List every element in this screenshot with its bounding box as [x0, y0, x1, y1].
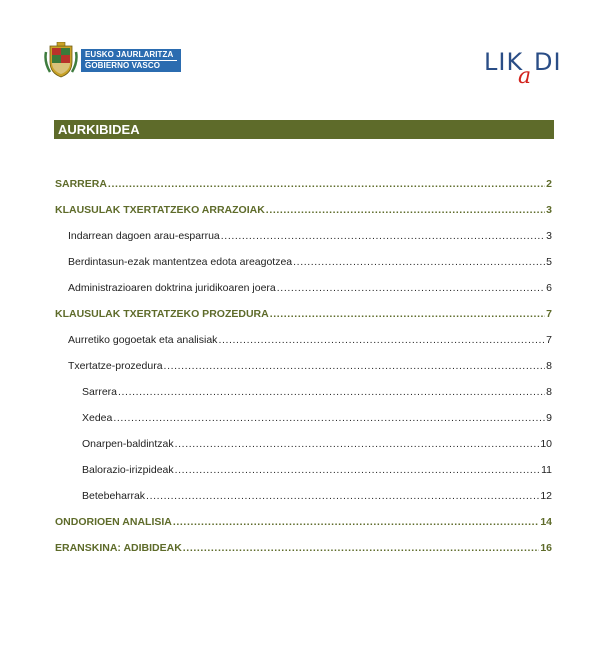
toc-entry-label: Onarpen-baldintzak	[82, 438, 174, 450]
toc-entry-page-number: 2	[546, 178, 552, 190]
toc-entry-leader	[266, 203, 545, 217]
toc-entry[interactable]	[68, 333, 552, 347]
toc-entry-page-number: 12	[540, 490, 552, 502]
toc-entry[interactable]	[55, 307, 552, 321]
toc-entry-page-number: 7	[546, 334, 552, 346]
toc-entry-leader	[164, 359, 546, 373]
toc-entry[interactable]	[82, 411, 552, 425]
toc-entry-leader	[270, 307, 545, 321]
toc-entry-label: Berdintasun-ezak mantentzea edota areagotzea	[68, 256, 293, 268]
toc-entry-page-number: 3	[546, 204, 552, 216]
toc-entry[interactable]	[55, 203, 552, 217]
likadi-logo	[484, 48, 564, 88]
toc-entry-page-number: 10	[540, 438, 552, 450]
toc-entry[interactable]	[68, 359, 552, 373]
toc-entry[interactable]	[82, 385, 552, 399]
toc-entry-leader	[175, 463, 540, 477]
toc-entry-label: Indarrean dagoen arau-esparrua	[68, 230, 220, 242]
toc-entry[interactable]	[55, 177, 552, 191]
basque-coat-of-arms-icon	[44, 42, 78, 78]
toc-entry[interactable]	[68, 229, 552, 243]
toc-entry-page-number: 8	[546, 386, 552, 398]
toc-entry-leader	[118, 385, 545, 399]
toc-entry-label: ERANSKINA: ADIBIDEAK	[55, 542, 182, 554]
toc-entry-leader	[175, 437, 540, 451]
toc-entry-label: Aurretiko gogoetak eta analisiak	[68, 334, 218, 346]
toc-entry-leader	[108, 177, 545, 191]
likadi-logo-right: DI	[534, 48, 562, 76]
gov-logo-text	[81, 49, 181, 72]
toc-entry-leader	[277, 281, 545, 295]
toc-entry-leader	[221, 229, 545, 243]
basque-government-logo	[44, 42, 181, 78]
toc-entry[interactable]	[55, 515, 552, 529]
toc-entry-page-number: 7	[546, 308, 552, 320]
toc-entry-leader	[113, 411, 545, 425]
toc-entry-label: Sarrera	[82, 386, 118, 398]
toc-entry-page-number: 9	[546, 412, 552, 424]
toc-entry[interactable]	[82, 463, 552, 477]
toc-entry-leader	[173, 515, 539, 529]
toc-entry-page-number: 8	[546, 360, 552, 372]
toc-entry[interactable]	[82, 437, 552, 451]
toc-entry-leader	[218, 333, 545, 347]
toc-entry-label: Administrazioaren doktrina juridikoaren joera	[68, 282, 276, 294]
toc-entry-label: SARRERA	[55, 178, 107, 190]
toc-entry-label: Betebeharrak	[82, 490, 146, 502]
toc-entry-label: KLAUSULAK TXERTATZEKO PROZEDURA	[55, 308, 269, 320]
gov-logo-line2: GOBIERNO VASCO	[85, 60, 161, 70]
toc-entry-page-number: 14	[540, 516, 552, 528]
toc-title: AURKIBIDEA	[54, 120, 554, 139]
toc-entry-leader	[293, 255, 545, 269]
likadi-logo-left: LIK	[484, 48, 524, 76]
toc-entry[interactable]	[55, 541, 552, 555]
toc-entry-label: Balorazio-irizpideak	[82, 464, 174, 476]
toc-entry-page-number: 16	[540, 542, 552, 554]
toc-entry-label: Txertatze-prozedura	[68, 360, 163, 372]
toc-entry-label: Xedea	[82, 412, 113, 424]
toc-entry-leader	[183, 541, 540, 555]
toc-entry-leader	[146, 489, 539, 503]
toc-entry[interactable]	[82, 489, 552, 503]
toc-entry[interactable]	[68, 281, 552, 295]
toc-entry[interactable]	[68, 255, 552, 269]
toc-entry-page-number: 11	[541, 464, 552, 476]
gov-logo-line1: EUSKO JAURLARITZA	[85, 50, 177, 61]
likadi-logo-middle: a	[518, 64, 532, 89]
toc-entry-label: KLAUSULAK TXERTATZEKO ARRAZOIAK	[55, 204, 265, 216]
toc-entry-page-number: 5	[546, 256, 552, 268]
toc-entry-page-number: 3	[546, 230, 552, 242]
toc-entry-page-number: 6	[546, 282, 552, 294]
toc-entry-label: ONDORIOEN ANALISIA	[55, 516, 172, 528]
